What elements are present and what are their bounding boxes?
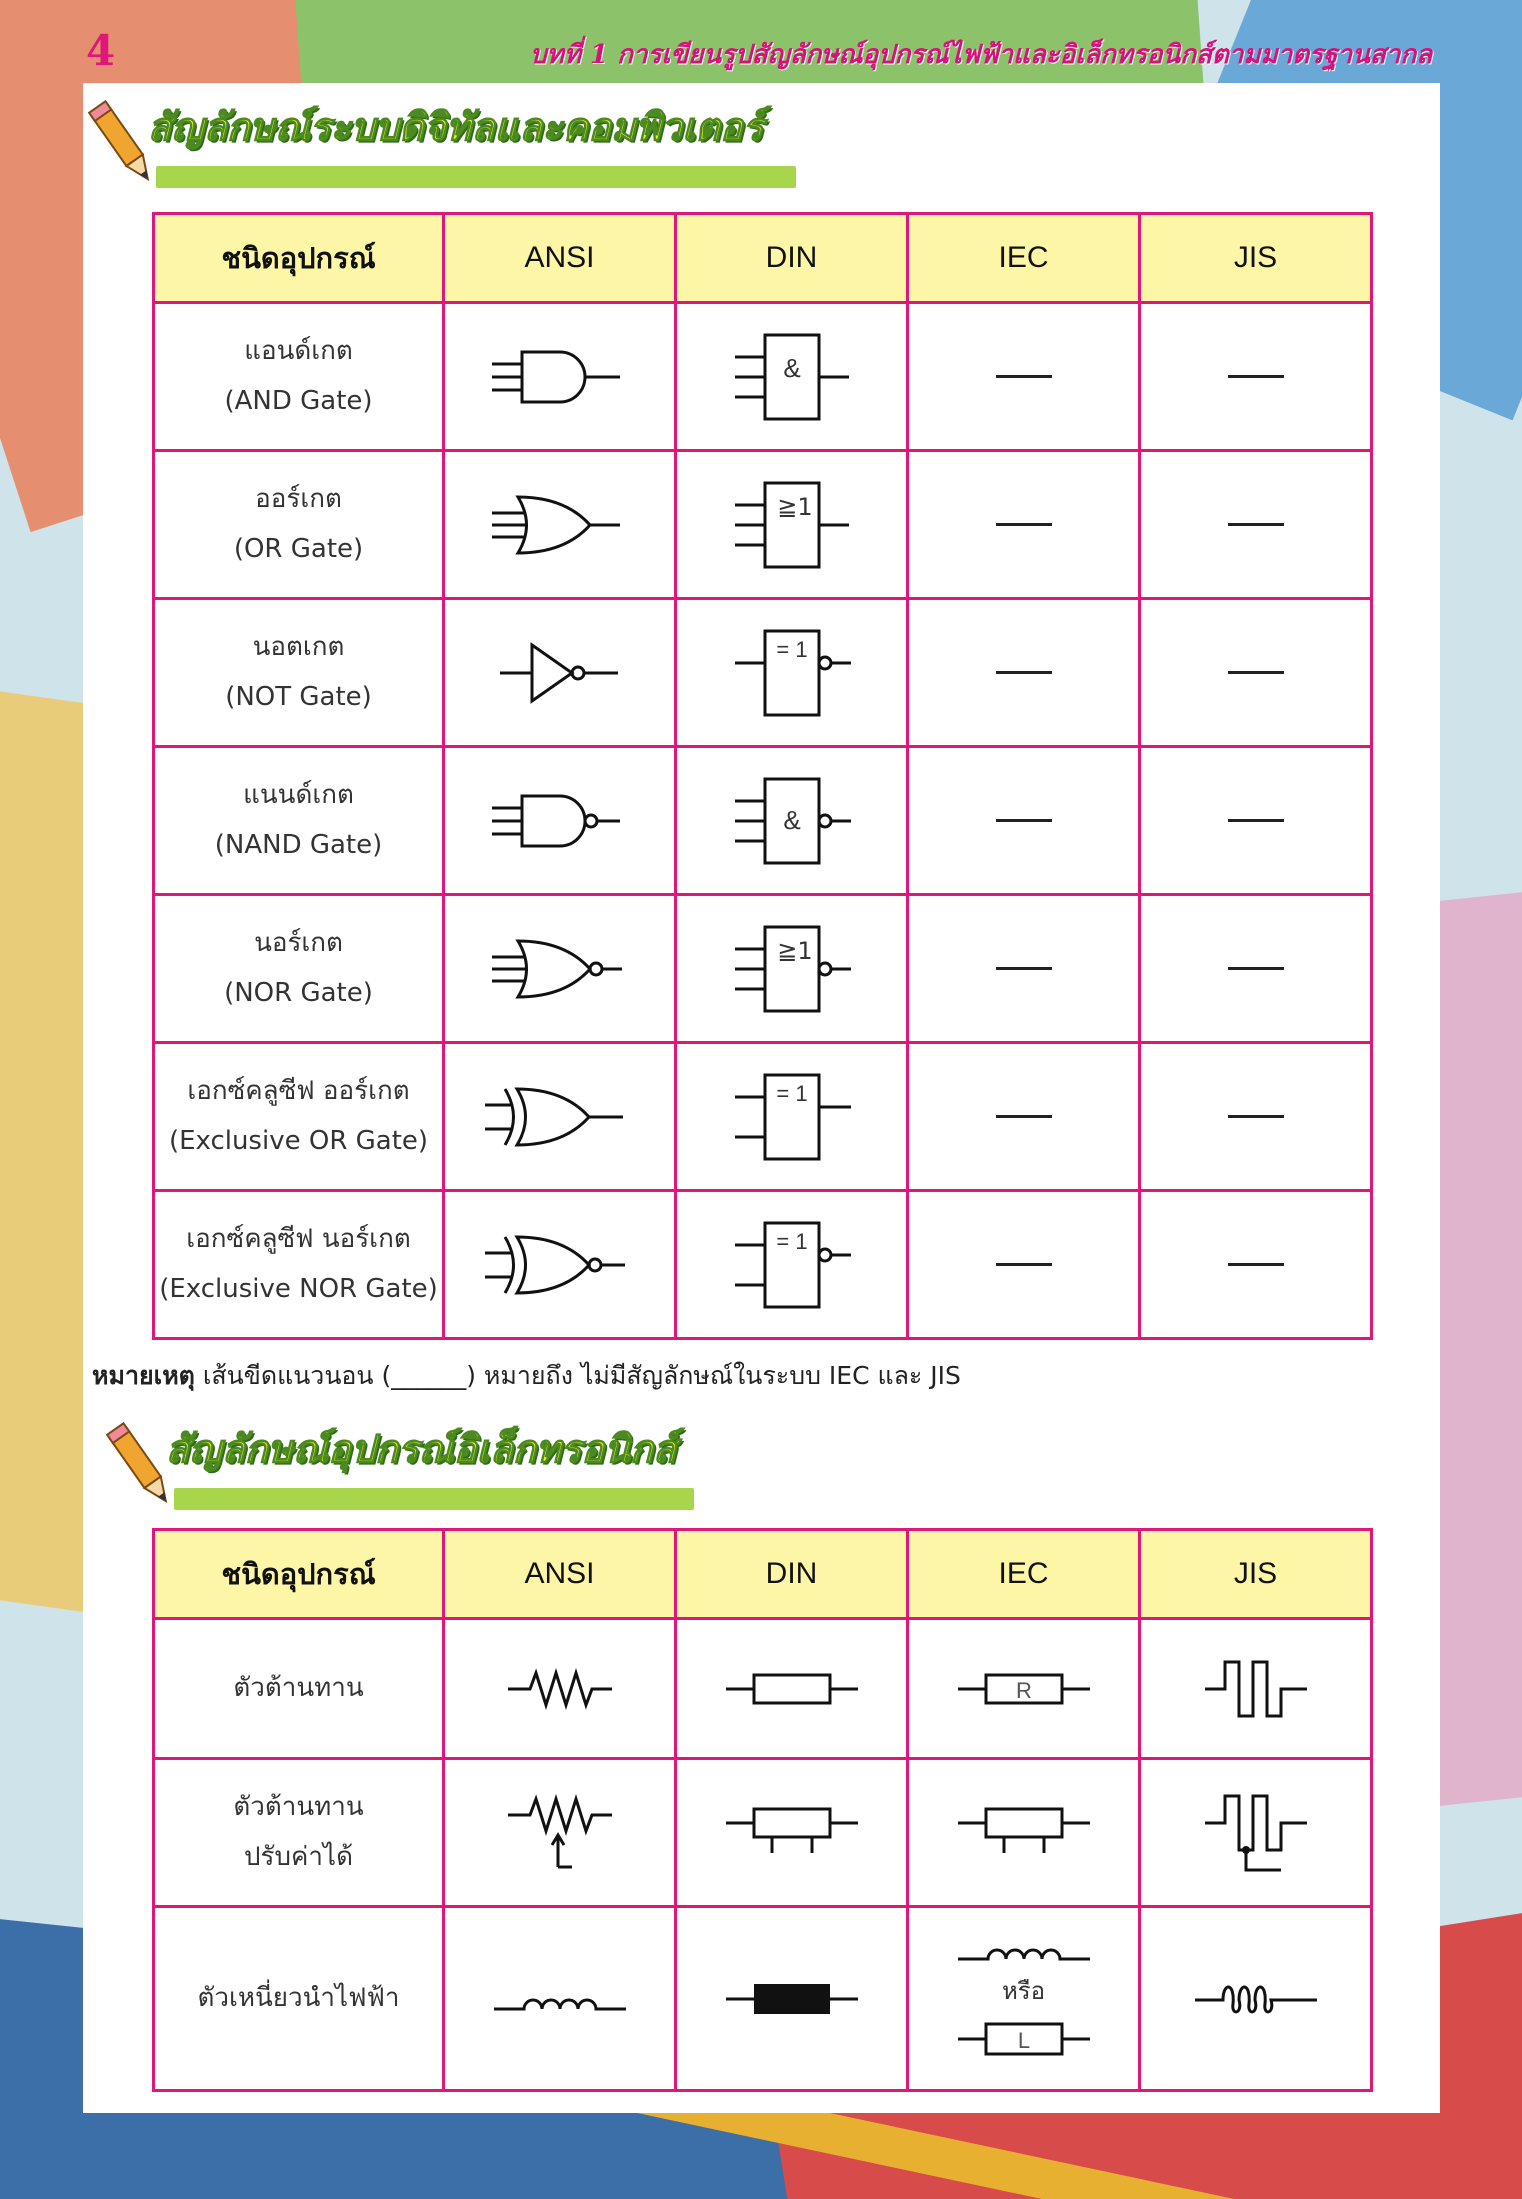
no-symbol-dash: [996, 967, 1052, 970]
note-label: หมายเหตุ: [92, 1361, 195, 1390]
ruler-decoration: [174, 1488, 694, 1510]
header-jis: JIS: [1140, 1530, 1372, 1619]
din-label: &: [782, 352, 801, 383]
running-head: บทที่ 1 การเขียนรูปสัญลักษณ์อุปกรณ์ไฟฟ้าและอิเล็กทรอนิกส์ตามมาตรฐานสากล: [530, 40, 1432, 70]
table-header-row: [154, 214, 1372, 303]
header-jis: JIS: [1140, 214, 1372, 303]
din-label: = 1: [775, 1080, 808, 1106]
device-name: [154, 1759, 444, 1907]
header-ansi: ANSI: [444, 1530, 676, 1619]
ruler-decoration: [156, 166, 796, 188]
digital-symbols-table: [152, 212, 1373, 1340]
din-resistor-icon: [722, 1659, 862, 1719]
device-name-th: เอกซ์คลูซีฟ นอร์เกต: [186, 1224, 411, 1255]
no-symbol-dash: [996, 1115, 1052, 1118]
no-symbol-dash: [1228, 967, 1284, 970]
header-device-type: ชนิดอุปกรณ์: [154, 1530, 444, 1619]
din-or-box-icon: [727, 475, 857, 575]
no-symbol-dash: [996, 819, 1052, 822]
device-name-th: เอกซ์คลูซีฟ ออร์เกต: [187, 1076, 410, 1107]
iec-label: L: [1017, 2028, 1030, 2053]
or-gate-icon: [480, 485, 640, 565]
header-iec: IEC: [908, 214, 1140, 303]
jis-resistor-icon: [1201, 1654, 1311, 1724]
not-gate-icon: [480, 633, 640, 713]
no-symbol-dash: [1228, 1115, 1284, 1118]
section1-heading: [86, 88, 806, 198]
device-name: [154, 1619, 444, 1759]
header-device-type: ชนิดอุปกรณ์: [154, 214, 444, 303]
device-name-en: (NOT Gate): [225, 681, 372, 712]
din-label: ≧1: [776, 492, 813, 521]
din-xor-box-icon: [727, 1067, 857, 1167]
header-din: DIN: [676, 214, 908, 303]
no-symbol-dash: [996, 523, 1052, 526]
table-row: [154, 747, 1372, 895]
device-name-line: ปรับค่าได้: [244, 1841, 353, 1872]
device-name-th: แอนด์เกต: [244, 336, 353, 367]
nand-gate-icon: [480, 781, 640, 861]
table-row: [154, 599, 1372, 747]
device-name: [154, 747, 444, 895]
table-row: [154, 895, 1372, 1043]
section1-title: สัญลักษณ์ระบบดิจิทัลและคอมพิวเตอร์: [148, 105, 764, 149]
din-nand-box-icon: [727, 771, 857, 871]
ansi-variable-resistor-icon: [500, 1793, 620, 1873]
device-name-en: (OR Gate): [233, 533, 364, 564]
header-iec: IEC: [908, 1530, 1140, 1619]
device-name: [154, 451, 444, 599]
din-label: &: [782, 804, 801, 835]
device-name-en: (NOR Gate): [224, 977, 373, 1008]
xor-gate-icon: [475, 1077, 645, 1157]
nor-gate-icon: [480, 929, 640, 1009]
din-label: = 1: [775, 1228, 808, 1254]
table-header-row: [154, 1530, 1372, 1619]
device-name: [154, 895, 444, 1043]
no-symbol-dash: [996, 375, 1052, 378]
iec-inductor-box-icon: [954, 2016, 1094, 2062]
section2-heading: [104, 1410, 724, 1520]
device-name: [154, 1191, 444, 1339]
device-name-th: ออร์เกต: [255, 484, 342, 515]
xnor-gate-icon: [475, 1225, 645, 1305]
device-name-en: (AND Gate): [224, 385, 373, 416]
table-row: [154, 451, 1372, 599]
din-xnor-box-icon: [727, 1215, 857, 1315]
device-name-th: นอตเกต: [252, 632, 345, 663]
and-gate-icon: [480, 337, 640, 417]
jis-inductor-icon: [1191, 1974, 1321, 2024]
or-text: หรือ: [1001, 1977, 1046, 2005]
table-row: [154, 1619, 1372, 1759]
header-din: DIN: [676, 1530, 908, 1619]
table-row: [154, 1191, 1372, 1339]
ansi-resistor-icon: [500, 1659, 620, 1719]
table-row: [154, 1043, 1372, 1191]
no-symbol-dash: [996, 671, 1052, 674]
device-name-line: ตัวต้านทาน: [233, 1672, 364, 1703]
din-nor-box-icon: [727, 919, 857, 1019]
no-symbol-dash: [1228, 819, 1284, 822]
device-name-en: (Exclusive NOR Gate): [159, 1273, 438, 1304]
device-name-line: ตัวเหนี่ยวนำไฟฟ้า: [197, 1982, 400, 2013]
din-not-box-icon: [727, 623, 857, 723]
din-inductor-icon: [722, 1974, 862, 2024]
no-symbol-dash: [1228, 523, 1284, 526]
device-name-th: แนนด์เกต: [243, 780, 354, 811]
no-symbol-dash: [996, 1263, 1052, 1266]
iec-inductor-coil-icon: [954, 1935, 1094, 1965]
no-symbol-dash: [1228, 375, 1284, 378]
table-note: [92, 1356, 961, 1396]
device-name: [154, 1907, 444, 2091]
iec-variable-resistor-icon: [954, 1793, 1094, 1873]
device-name: [154, 303, 444, 451]
jis-variable-resistor-icon: [1201, 1788, 1311, 1878]
page-number: 4: [86, 26, 116, 75]
section2-title: สัญลักษณ์อุปกรณ์อิเล็กทรอนิกส์: [166, 1427, 677, 1471]
device-name-line: ตัวต้านทาน: [233, 1792, 364, 1823]
din-label: = 1: [775, 636, 808, 662]
electronic-symbols-table: [152, 1528, 1373, 2092]
device-name-en: (Exclusive OR Gate): [168, 1125, 429, 1156]
table-row: [154, 303, 1372, 451]
device-name-th: นอร์เกต: [254, 928, 343, 959]
ansi-inductor-icon: [490, 1979, 630, 2019]
iec-resistor-icon: [954, 1659, 1094, 1719]
note-text: เส้นขีดแนวนอน (______) หมายถึง ไม่มีสัญลักษณ์ในระบบ IEC และ JIS: [202, 1361, 961, 1390]
din-label: ≧1: [776, 936, 813, 965]
device-name: [154, 1043, 444, 1191]
din-and-box-icon: [727, 327, 857, 427]
table-row: [154, 1907, 1372, 2091]
iec-label: R: [1015, 1677, 1032, 1703]
no-symbol-dash: [1228, 1263, 1284, 1266]
din-variable-resistor-icon: [722, 1793, 862, 1873]
table-row: [154, 1759, 1372, 1907]
no-symbol-dash: [1228, 671, 1284, 674]
device-name: [154, 599, 444, 747]
device-name-en: (NAND Gate): [214, 829, 383, 860]
header-ansi: ANSI: [444, 214, 676, 303]
